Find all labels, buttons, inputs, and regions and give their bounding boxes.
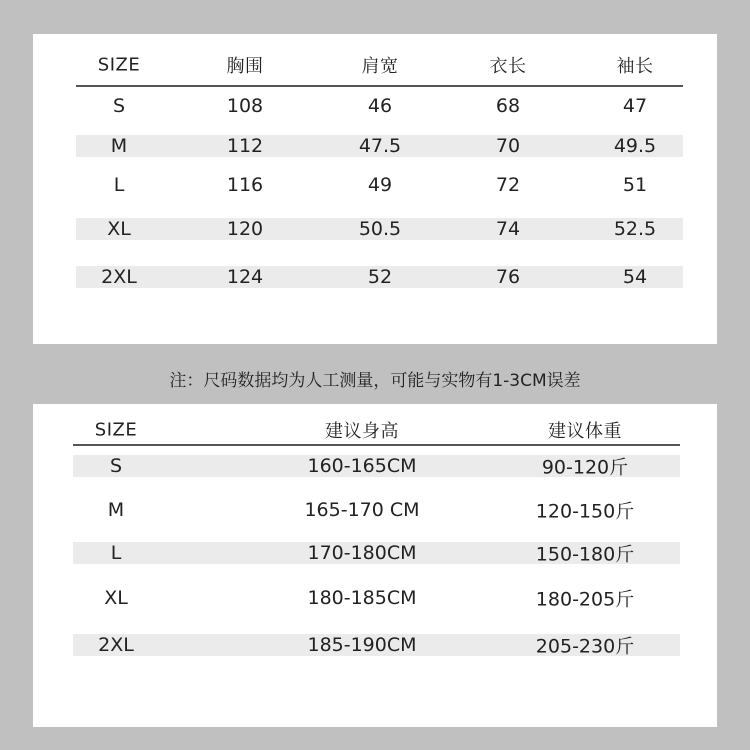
value-cell: 52 xyxy=(367,266,393,288)
header-cell: 袖长 xyxy=(616,56,654,77)
value-cell: 116 xyxy=(226,174,264,196)
value-cell: 112 xyxy=(226,135,264,157)
value-cell: 54 xyxy=(622,266,648,288)
size-cell: S xyxy=(109,455,123,477)
size-cell: XL xyxy=(107,218,131,240)
value-cell: 49 xyxy=(367,174,393,196)
value-cell: 72 xyxy=(495,174,521,196)
header-cell: 肩宽 xyxy=(361,56,399,77)
value-cell: 150-180斤 xyxy=(535,543,635,566)
header-cell: SIZE xyxy=(94,419,138,441)
size-cell: M xyxy=(107,499,125,521)
value-cell: 70 xyxy=(495,135,521,157)
measurement-note: 注：尺码数据均为人工测量，可能与实物有1-3CM误差 xyxy=(169,371,581,391)
value-cell: 50.5 xyxy=(358,218,402,240)
header-rule xyxy=(76,85,683,87)
size-cell: L xyxy=(113,174,125,196)
fit-card xyxy=(33,404,717,727)
header-cell: 衣长 xyxy=(489,56,527,77)
value-cell: 160-165CM xyxy=(307,455,417,477)
value-cell: 49.5 xyxy=(613,135,657,157)
value-cell: 205-230斤 xyxy=(535,635,635,658)
header-cell: 胸围 xyxy=(226,56,264,77)
header-cell: 建议体重 xyxy=(548,421,622,442)
measurement-card xyxy=(33,34,717,344)
value-cell: 74 xyxy=(495,218,521,240)
value-cell: 170-180CM xyxy=(307,542,417,564)
size-cell: 2XL xyxy=(101,266,137,288)
header-cell: 建议身高 xyxy=(325,421,399,442)
value-cell: 47 xyxy=(622,95,648,117)
size-cell: 2XL xyxy=(98,634,134,656)
header-cell: SIZE xyxy=(97,54,141,76)
size-cell: M xyxy=(110,135,128,157)
value-cell: 76 xyxy=(495,266,521,288)
value-cell: 124 xyxy=(226,266,264,288)
value-cell: 90-120斤 xyxy=(541,456,629,479)
value-cell: 47.5 xyxy=(358,135,402,157)
value-cell: 52.5 xyxy=(613,218,657,240)
value-cell: 120 xyxy=(226,218,264,240)
value-cell: 180-205斤 xyxy=(535,588,635,611)
size-cell: L xyxy=(110,542,122,564)
value-cell: 185-190CM xyxy=(307,634,417,656)
value-cell: 46 xyxy=(367,95,393,117)
value-cell: 120-150斤 xyxy=(535,500,635,523)
size-cell: XL xyxy=(104,587,128,609)
value-cell: 180-185CM xyxy=(307,587,417,609)
value-cell: 165-170 CM xyxy=(304,499,420,521)
value-cell: 68 xyxy=(495,95,521,117)
value-cell: 108 xyxy=(226,95,264,117)
value-cell: 51 xyxy=(622,174,648,196)
size-cell: S xyxy=(112,95,126,117)
header-rule xyxy=(73,444,680,446)
